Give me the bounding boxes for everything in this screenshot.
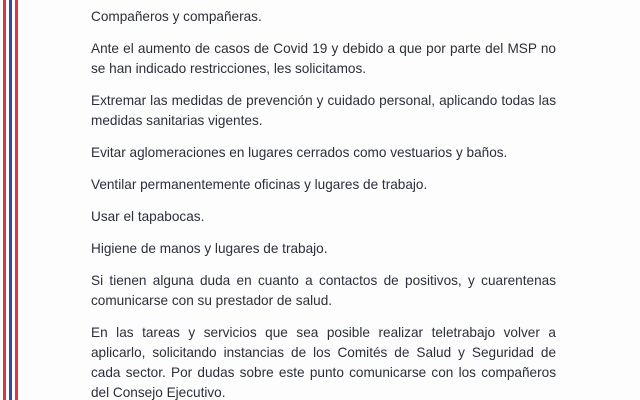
- recommendation-crowds: Evitar aglomeraciones en lugares cerrados como vestuarios y baños.: [91, 145, 508, 160]
- flag-stripe-border: [0, 0, 26, 400]
- recommendation-telework: En las tareas y servicios que sea posible realizar teletrabajo volver a aplicarlo, solicitando instancias de los Comités de Salud y Seguridad de cada sector. Por dudas sobre este punto comunicarse con los compañeros del Consejo Ejecutivo.: [91, 325, 556, 400]
- intro-paragraph: Ante el aumento de casos de Covid 19 y debido a que por parte del MSP no se han indicado restricciones, les solicitamos.: [91, 41, 556, 76]
- greeting: Compañeros y compañeras.: [91, 9, 262, 24]
- recommendation-prevention: Extremar las medidas de prevención y cuidado personal, aplicando todas las medidas sanitarias vigentes.: [91, 93, 556, 128]
- recommendation-health-provider: Si tienen alguna duda en cuanto a contactos de positivos, y cuarentenas comunicarse con su prestador de salud.: [91, 273, 556, 308]
- red-stripe: [15, 0, 18, 400]
- recommendation-mask: Usar el tapabocas.: [91, 209, 205, 224]
- document-body: [91, 7, 556, 400]
- recommendation-hygiene: Higiene de manos y lugares de trabajo.: [91, 241, 328, 256]
- recommendation-ventilation: Ventilar permanentemente oficinas y lugares de trabajo.: [91, 177, 428, 192]
